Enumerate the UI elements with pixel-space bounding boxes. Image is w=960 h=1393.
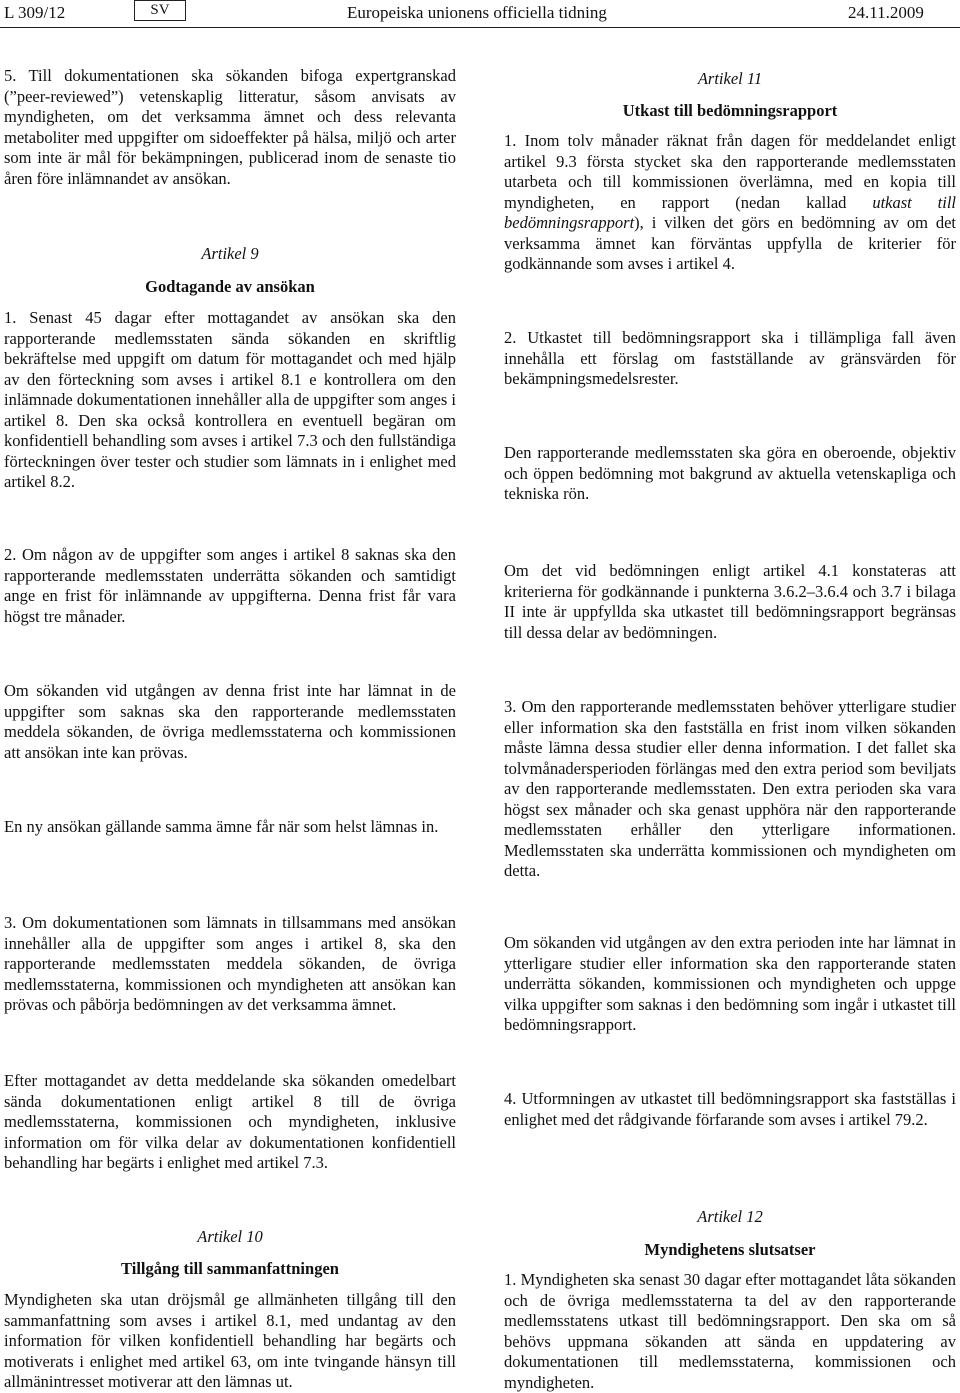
article-10-label: Artikel 10 [197, 1227, 263, 1246]
article-10-title: Tillgång till sammanfattningen [121, 1259, 339, 1278]
paragraph-11-2: 2. Utkastet till bedömningsrapport ska i tillämpliga fall även innehålla ett förslag om fastställande av gränsvärden för bekämpningsmedelsrester. [504, 328, 956, 388]
paragraph-9-3: 3. Om dokumentationen som lämnats in tillsammans med ansökan innehåller alla de uppgifter som anges i artikel 8, ska den rapporterande medlemsstaten meddela sökanden, de övriga medlemsstaterna, kommissionen och myndigheten att ansökan kan prövas och påbörja bedömningen av det verksamma ämnet. [4, 913, 456, 1014]
article-11-label: Artikel 11 [697, 69, 763, 88]
article-9-title: Godtagande av ansökan [145, 277, 315, 296]
paragraph-11-4: 4. Utformningen av utkastet till bedömningsrapport ska fastställas i enlighet med det rådgivande förfarande som avses i artikel 79.2. [504, 1089, 956, 1129]
paragraph-10: Myndigheten ska utan dröjsmål ge allmänheten tillgång till den sammanfattning som avses i artikel 8.1, med undantag av den information för vilken konfidentiell behandling har begärts och motiverats i enlighet med artikel 63, om inte tvingande hänsyn till allmänintresset motiverar att den lämnas ut. [4, 1290, 456, 1391]
paragraph-11-2-b: Den rapporterande medlemsstaten ska göra en oberoende, objektiv och öppen bedömning mot bakgrund av aktuella vetenskapliga och tekniska rön. [504, 443, 956, 503]
paragraph-9-2-b: Om sökanden vid utgången av denna frist inte har lämnat in de uppgifter som saknas ska den rapporterande medlemsstaten meddela sökanden, de övriga medlemsstaterna och kommissionen att ansökan inte kan prövas. [4, 681, 456, 762]
paragraph-9-1: 1. Senast 45 dagar efter mottagandet av ansökan ska den rapporterande medlemsstaten sända sökanden en skriftlig bekräftelse med uppgift om datum för mottagandet och med hjälp av den förteckning som avses i artikel 8.1 e kontrollera om den inlämnade dokumentationen innehåller alla de uppgifter som anges i artikel 8. Den ska också kontrollera en eventuell begäran om konfidentiell behandling som avses i artikel 7.3 och den fullständiga förteckningen över tester och studier som lämnats in i enlighet med artikel 8.2. [4, 308, 456, 491]
paragraph-11-2-c: Om det vid bedömningen enligt artikel 4.1 konstateras att kriterierna för godkännande i punkterna 3.6.2–3.6.4 och 3.7 i bilaga II inte är uppfyllda ska utkastet till bedömningsrapport begränsas till dessa delar av bedömningen. [504, 561, 956, 642]
article-11-title: Utkast till bedömningsrapport [622, 101, 838, 120]
paragraph-8-5: 5. Till dokumentationen ska sökanden bifoga expertgranskad (”peer-reviewed”) vetenskaplig litteratur, såsom anvisats av myndigheten, om det verksamma ämnet och dess relevanta metaboliter med uppgifter om sidoeffekter på hälsa, miljö och arter som inte är mål för bekämpningen, publicerad inom de senaste tio åren före inlämnandet av ansökan. [4, 66, 456, 188]
language-badge: SV [134, 0, 186, 21]
article-12-label: Artikel 12 [697, 1207, 763, 1226]
paragraph-11-3: 3. Om den rapporterande medlemsstaten behöver ytterligare studier eller information ska den fastställa en frist inom vilken sökanden måste lämna dessa studier eller denna information. I det fallet ska tolvmånadersperioden förlängas med den extra period som beviljats av den rapporterande medlemsstaten. Den extra perioden ska vara högst sex månader och ska genast upphöra när den rapporterande medlemsstaten erhåller den ytterligare informationen. Medlemsstaten ska underrätta kommissionen och myndigheten om detta. [504, 697, 956, 880]
paragraph-9-2: 2. Om någon av de uppgifter som anges i artikel 8 saknas ska den rapporterande medlemsstaten underrätta sökanden och samtidigt ange en frist för inlämnande av uppgifterna. Denna frist får vara högst tre månader. [4, 545, 456, 626]
journal-title: Europeiska unionens officiella tidning [347, 3, 607, 22]
header-rule [0, 27, 960, 28]
paragraph-11-1-text-a: 1. Inom tolv månader räknat från dagen för meddelandet enligt artikel 9.3 första stycket ska den rapporterande medlemsstaten utarbeta och till kommissionen överlämna, med en kopia till myndigheten, en rapport (nedan kallad [504, 131, 956, 212]
paragraph-9-2-c: En ny ansökan gällande samma ämne får när som helst lämnas in. [4, 817, 439, 836]
publication-date: 24.11.2009 [848, 3, 924, 22]
paragraph-11-3-b: Om sökanden vid utgången av den extra perioden inte har lämnat in ytterligare studier eller information ska den rapporterande staten underrätta sökanden, kommissionen och myndigheten och uppge vilka uppgifter som saknas i den bedömning som ingår i utkastet till bedömningsrapport. [504, 933, 956, 1034]
paragraph-11-1-text-b: ), i vilken det görs en bedömning av om det verksamma ämnet kan förväntas uppfylla de kriterier för godkännande som avses i artikel 4. [504, 213, 956, 273]
paragraph-9-3-b: Efter mottagandet av detta meddelande ska sökanden omedelbart sända dokumentationen enligt artikel 8 till de övriga medlemsstaterna, kommissionen och myndigheten, inklusive information om för vilka delar av dokumentationen konfidentiell behandling har begärts i enlighet med artikel 7.3. [4, 1071, 456, 1172]
page-reference: L 309/12 [4, 3, 66, 22]
article-9-label: Artikel 9 [201, 244, 259, 263]
paragraph-11-1 [504, 131, 956, 275]
article-12-title: Myndighetens slutsatser [644, 1240, 816, 1259]
paragraph-12-1: 1. Myndigheten ska senast 30 dagar efter mottagandet låta sökanden och de övriga medlemsstaterna ta del av den rapporterande medlemsstatens utkast till bedömningsrapport. Den ska om så behövs uppmana sökanden att sända en uppdatering av dokumentationen till medlemsstaterna, kommissionen och myndigheten. [504, 1270, 956, 1392]
paragraph-11-1-term: utkast till bedömningsrapport [504, 192, 957, 232]
